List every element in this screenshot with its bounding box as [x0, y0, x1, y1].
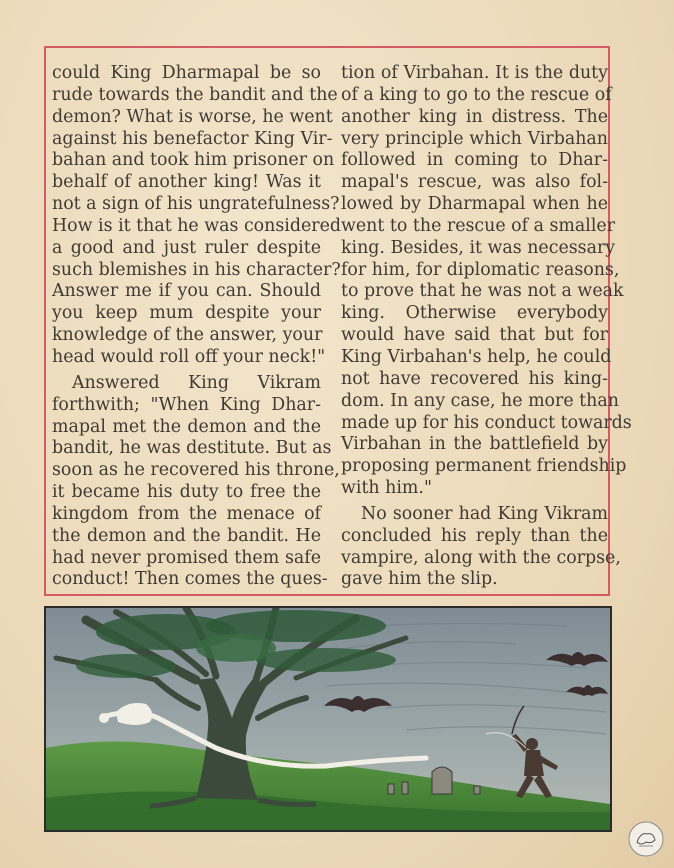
- text-line: king. Besides, it was necessary: [341, 237, 616, 258]
- illustration: [44, 606, 612, 832]
- text-line: you keep mum despite your: [52, 303, 321, 324]
- right-paragraph-2: [341, 503, 621, 591]
- text-line: went to the rescue of a smaller: [341, 215, 616, 236]
- text-line: Answer me if you can. Should: [52, 281, 321, 302]
- logo-stamp-icon: [627, 820, 665, 858]
- text-line: lowed by Dharmapal when he: [341, 194, 608, 215]
- text-line: proposing permanent friendship: [341, 456, 627, 477]
- left-paragraph-2: [52, 372, 340, 591]
- text-line: very principle which Virbahan: [341, 128, 608, 149]
- text-line: soon as he recovered his throne,: [52, 460, 340, 481]
- text-line: gave him the slip.: [341, 569, 498, 590]
- text-line: of a king to go to the rescue of: [341, 84, 612, 105]
- right-column: [341, 63, 632, 591]
- text-line: with him.": [341, 478, 432, 499]
- text-line: it became his duty to free the: [52, 482, 321, 503]
- text-line: made up for his conduct towards: [341, 412, 632, 433]
- text-line: vampire, along with the corpse,: [341, 547, 621, 568]
- left-paragraph-1: [52, 63, 342, 369]
- text-line: mapal met the demon and the: [52, 416, 321, 437]
- text-line: king. Otherwise everybody: [341, 303, 608, 324]
- text-line: King Virbahan's help, he could: [341, 346, 612, 367]
- text-line: followed in coming to Dhar-: [341, 150, 608, 171]
- text-line: behalf of another king! Was it: [52, 172, 321, 193]
- text-line: rude towards the bandit and the: [52, 84, 338, 105]
- text-line: Answered King Vikram: [72, 372, 321, 393]
- text-line: bahan and took him prisoner on: [52, 150, 335, 171]
- text-line: to prove that he was not a weak: [341, 281, 624, 302]
- text-line: kingdom from the menace of: [52, 503, 321, 524]
- text-line: concluded his reply than the: [341, 525, 608, 546]
- text-line: tion of Virbahan. It is the duty: [341, 63, 608, 83]
- text-line: conduct! Then comes the ques-: [52, 569, 328, 590]
- text-line: another king in distress. The: [341, 106, 608, 127]
- text-line: demon? What is worse, he went: [52, 106, 333, 127]
- illustration-scene: [46, 608, 610, 830]
- text-line: the demon and the bandit. He: [52, 525, 321, 546]
- text-line: mapal's rescue, was also fol-: [341, 172, 608, 193]
- text-line: No sooner had King Vikram: [361, 503, 608, 524]
- text-frame: [44, 46, 632, 596]
- right-paragraph-1: [341, 63, 632, 500]
- left-column: [52, 63, 342, 591]
- text-line: bandit, he was destitute. But as: [52, 438, 332, 459]
- text-line: a good and just ruler despite: [52, 237, 321, 258]
- text-line: would have said that but for: [341, 325, 608, 346]
- text-line: not a sign of his ungratefulness?: [52, 194, 340, 215]
- text-line: dom. In any case, he more than: [341, 390, 619, 411]
- text-line: knowledge of the answer, your: [52, 325, 323, 346]
- text-line: How is it that he was considered: [52, 215, 342, 236]
- text-line: not have recovered his king-: [341, 368, 608, 389]
- text-line: could King Dharmapal be so: [52, 63, 321, 83]
- text-line: for him, for diplomatic reasons,: [341, 259, 620, 280]
- text-line: Virbahan in the battlefield by: [341, 434, 608, 455]
- text-line: such blemishes in his character?: [52, 259, 341, 280]
- text-line: head would roll off your neck!": [52, 346, 326, 367]
- text-line: forthwith; "When King Dhar-: [52, 394, 321, 415]
- text-line: against his benefactor King Vir-: [52, 128, 333, 149]
- text-line: had never promised them safe: [52, 547, 321, 568]
